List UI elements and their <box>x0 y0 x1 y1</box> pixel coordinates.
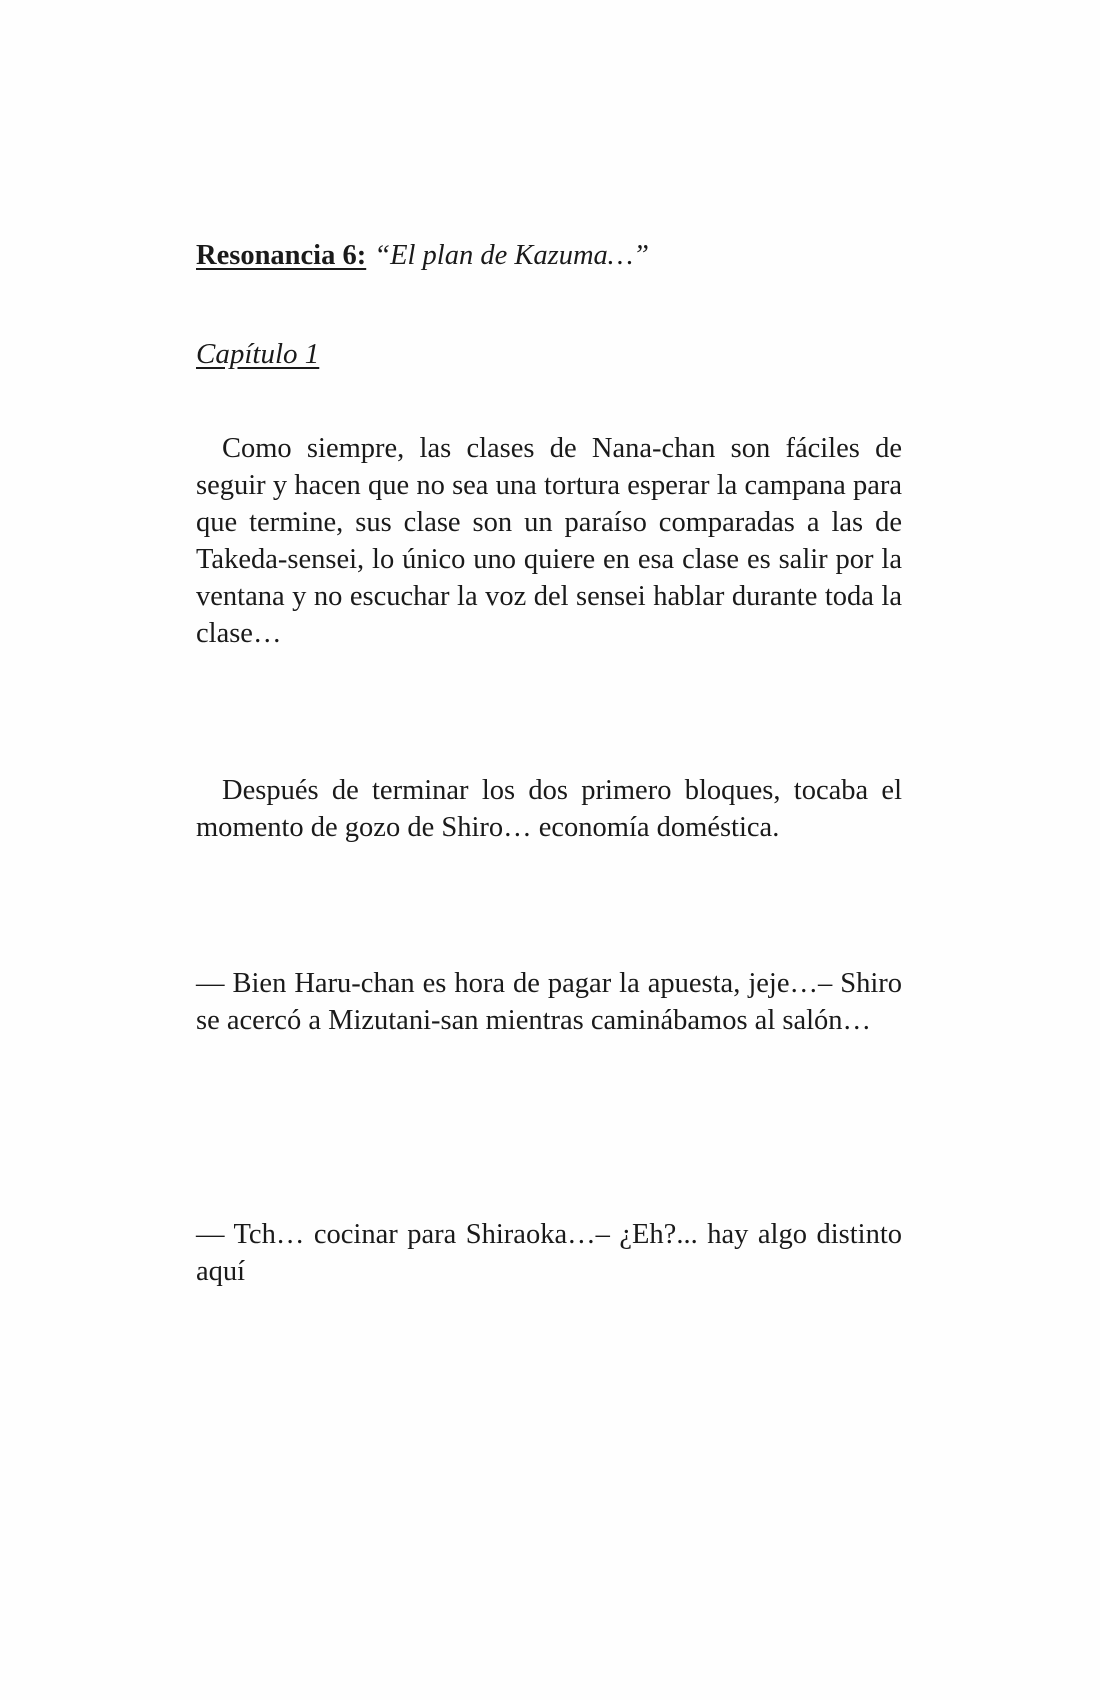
chapter-heading <box>196 236 649 276</box>
heading-subtitle: “El plan de Kazuma…” <box>374 240 649 271</box>
heading-label: Resonancia 6: <box>196 240 367 271</box>
chapter-title: Capítulo 1 <box>196 338 320 370</box>
paragraph: Como siempre, las clases de Nana-chan son fáciles de seguir y hacen que no sea una tortura esperar la campana para que termine, sus clase son un paraíso comparadas a las de Takeda-sensei, lo único uno quiere en esa clase es salir por la ventana y no escuchar la voz del sensei hablar durante toda la clase… <box>196 433 902 649</box>
paragraph: Después de terminar los dos primero bloques, tocaba el momento de gozo de Shiro… economía doméstica. <box>196 775 902 843</box>
dialogue-paragraph: — Tch… cocinar para Shiraoka…– ¿Eh?... hay algo distinto aquí <box>196 1219 902 1287</box>
dialogue-paragraph: — Bien Haru-chan es hora de pagar la apuesta, jeje…– Shiro se acercó a Mizutani-san mientras caminábamos al salón… <box>196 968 902 1036</box>
